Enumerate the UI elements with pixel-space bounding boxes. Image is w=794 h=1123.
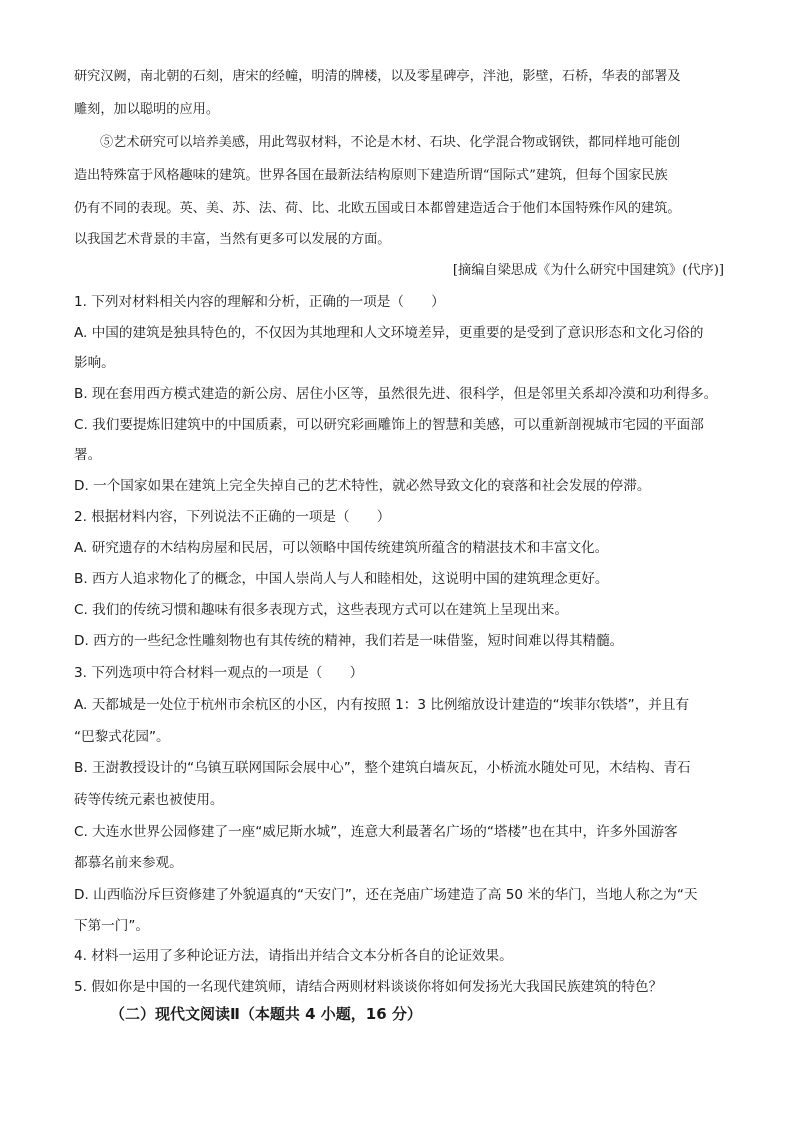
question-3-stem: 3. 下列选项中符合材料一观点的一项是（ ）	[74, 665, 364, 681]
question-3-option-a: A. 天都城是一处位于杭州市余杭区的小区，内有按照 1：3 比例缩放设计建造的“埃菲尔铁塔”，并且有	[74, 697, 690, 713]
passage-source: [摘编自梁思成《为什么研究中国建筑》(代序)]	[452, 263, 724, 278]
question-3-option-c: C. 大连水世界公园修建了一座“威尼斯水城”，连意大利最著名广场的“塔楼”也在其中，许多外国游客	[74, 824, 678, 840]
question-2-option-d: D. 西方的一些纪念性雕刻物也有其传统的精神，我们若是一味借鉴，短时间难以得其精髓。	[74, 633, 624, 649]
question-2-option-a: A. 研究遗存的木结构房屋和民居，可以领略中国传统建筑所蕴含的精湛技术和丰富文化。	[74, 540, 609, 556]
question-3-option-d: D. 山西临汾斥巨资修建了外貌逼真的“天安门”，还在尧庙广场建造了高 50 米的华门，当地人称之为“天	[74, 887, 698, 903]
question-3-option-b-cont: 砖等传统元素也被使用。	[74, 792, 224, 808]
question-1-option-a-cont: 影响。	[74, 355, 115, 371]
question-3-option-b: B. 王澍教授设计的“乌镇互联网国际会展中心”，整个建筑白墙灰瓦，小桥流水随处可见，木结构、青石	[74, 760, 691, 776]
question-3-option-c-cont: 都慕名前来参观。	[74, 855, 183, 871]
question-3-option-a-cont: “巴黎式花园”。	[74, 729, 170, 745]
question-1-stem: 1. 下列对材料相关内容的理解和分析，正确的一项是（ ）	[74, 294, 445, 310]
question-2-option-c: C. 我们的传统习惯和趣味有很多表现方式，这些表现方式可以在建筑上呈现出来。	[74, 602, 568, 618]
question-1-option-a: A. 中国的建筑是独具特色的，不仅因为其地理和人文环境差异，更重要的是受到了意识形态和文化习俗的	[74, 325, 704, 341]
question-2-option-b: B. 西方人追求物化了的概念，中国人崇尚人与人和睦相处，这说明中国的建筑理念更好。	[74, 571, 609, 587]
question-1-option-c: C. 我们要提炼旧建筑中的中国质素，可以研究彩画雕饰上的智慧和美感，可以重新剖视城市宅园的平面部	[74, 417, 704, 433]
question-1-option-c-cont: 署。	[74, 447, 102, 463]
passage-paragraph-5: ⑤艺术研究可以培养美感，用此驾驭材料，不论是木材、石块、化学混合物或钢铁，都同样地可能创	[100, 135, 681, 150]
question-2-stem: 2. 根据材料内容，下列说法不正确的一项是（ ）	[74, 509, 391, 525]
question-1-option-d: D. 一个国家如果在建筑上完全失掉自己的艺术特性，就必然导致文化的衰落和社会发展的停滞。	[74, 478, 651, 494]
passage-line: 仍有不同的表现。英、美、苏、法、荷、比、北欧五国或日本都曾建造适合于他们本国特殊作风的建筑。	[74, 201, 681, 216]
question-4: 4. 材料一运用了多种论证方法，请指出并结合文本分析各自的论证效果。	[74, 948, 513, 964]
question-3-option-d-cont: 下第一门”。	[74, 918, 150, 934]
passage-line: 以我国艺术背景的丰富，当然有更多可以发展的方面。	[74, 232, 391, 247]
passage-line: 雕刻，加以聪明的应用。	[74, 102, 220, 117]
passage-line: 研究汉阙，南北朝的石刻，唐宋的经幢，明清的牌楼，以及零星碑亭，泮池，影壁，石桥，华表的部署及	[74, 69, 681, 84]
section-heading: （二）现代文阅读Ⅱ（本题共 4 小题，16 分）	[110, 1005, 422, 1023]
question-1-option-b: B. 现在套用西方模式建造的新公房、居住小区等，虽然很先进、很科学，但是邻里关系却冷漠和功利得多。	[74, 386, 718, 402]
passage-line: 造出特殊富于风格趣味的建筑。世界各国在最新法结构原则下建造所谓“国际式”建筑，但每个国家民族	[74, 168, 668, 183]
question-5: 5. 假如你是中国的一名现代建筑师，请结合两则材料谈谈你将如何发扬光大我国民族建筑的特色？	[74, 979, 663, 995]
